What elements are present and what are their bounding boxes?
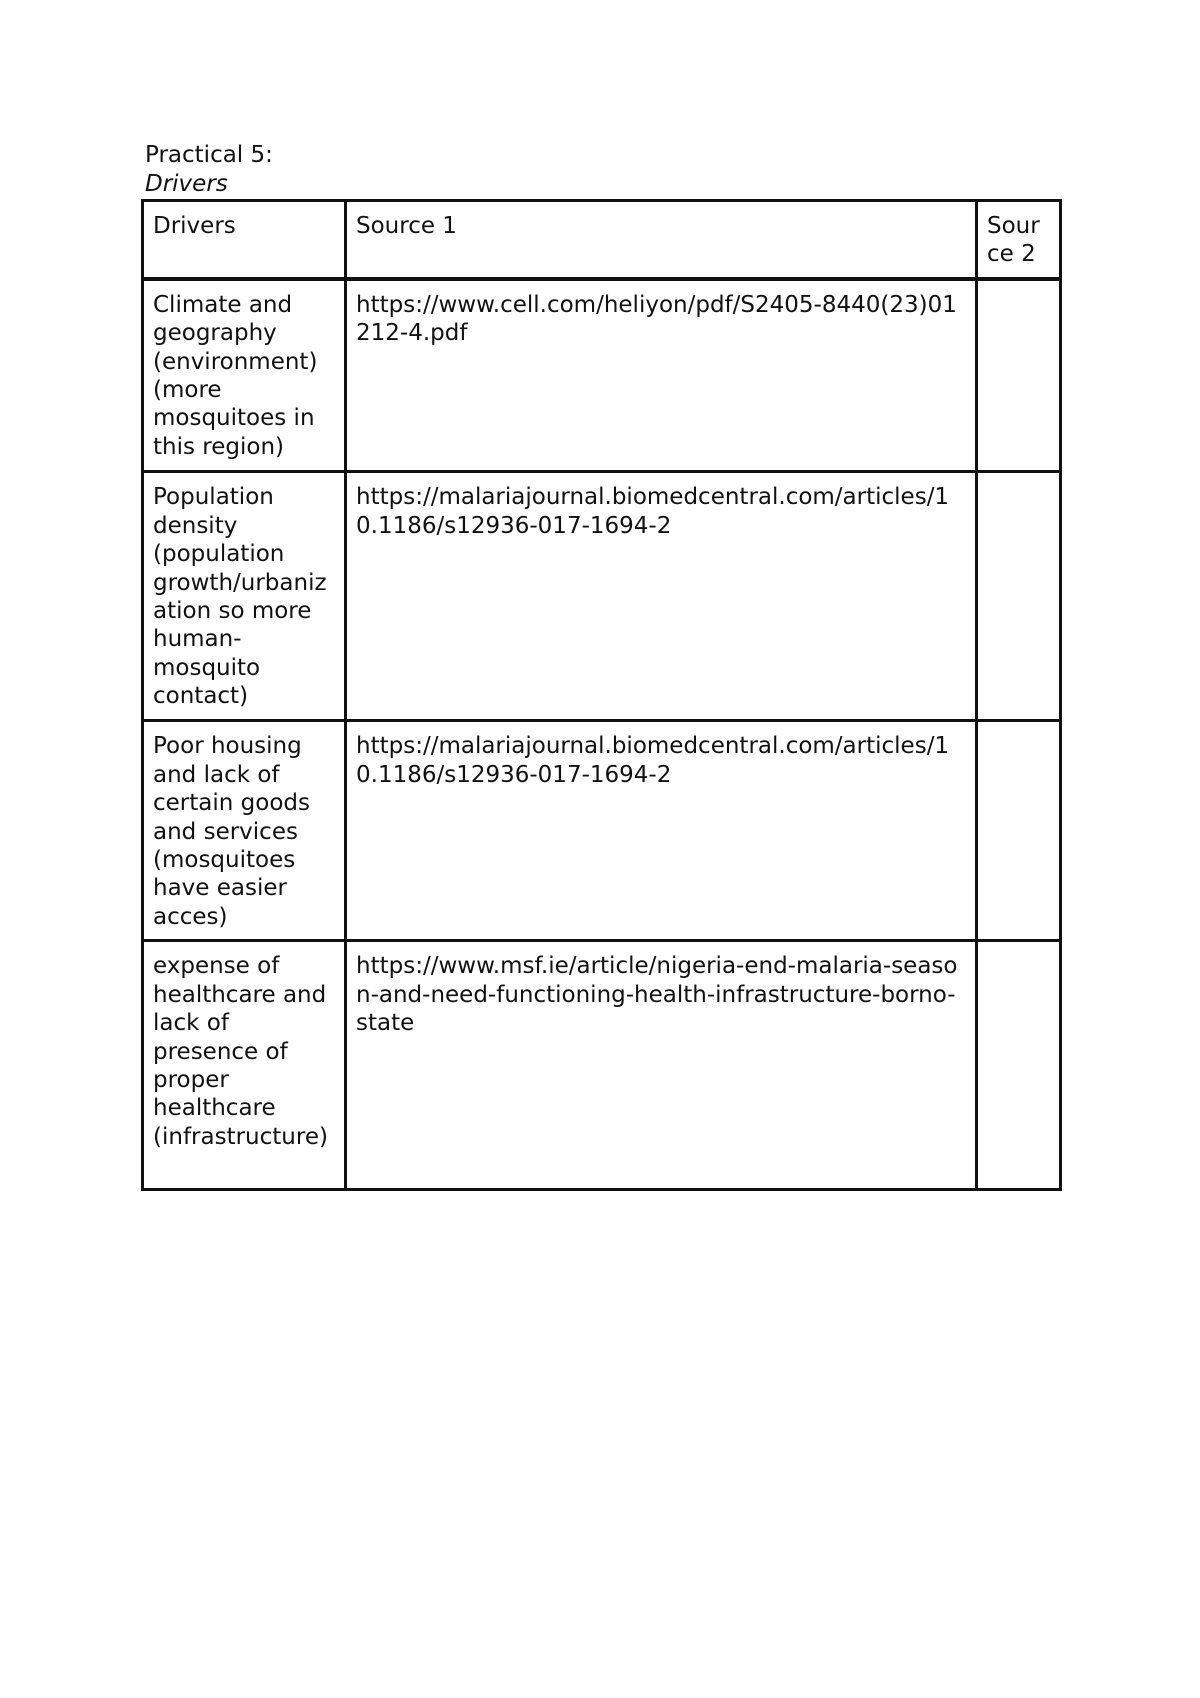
column-header-drivers: Drivers	[143, 201, 346, 279]
driver-cell: expense of healthcare and lack of presence of proper healthcare (infrastructure)	[143, 941, 346, 1190]
table-row	[143, 941, 1061, 1190]
source-1-link[interactable]: https://www.msf.ie/article/nigeria-end-malaria-season-and-need-functioning-health-infrastructure-borno-state	[346, 941, 977, 1190]
source-2-cell	[977, 472, 1061, 721]
table-header-row	[143, 201, 1061, 279]
column-header-source-2: Sour ce 2	[977, 201, 1061, 279]
source-2-cell	[977, 941, 1061, 1190]
page-title	[145, 141, 273, 199]
heading-text: Practical 5:	[145, 142, 273, 168]
source-1-link[interactable]: https://malariajournal.biomedcentral.com/articles/10.1186/s12936-017-1694-2	[346, 472, 977, 721]
table-row	[143, 472, 1061, 721]
driver-cell: Population density (population growth/urbanization so more human-mosquito contact)	[143, 472, 346, 721]
column-header-source-1: Source 1	[346, 201, 977, 279]
table-row	[143, 721, 1061, 941]
subheading-text: Drivers	[145, 171, 228, 197]
driver-cell: Climate and geography (environment) (more mosquitoes in this region)	[143, 279, 346, 472]
source-1-link[interactable]: https://www.cell.com/heliyon/pdf/S2405-8440(23)01212-4.pdf	[346, 279, 977, 472]
source-2-cell	[977, 279, 1061, 472]
drivers-table	[141, 199, 1062, 1191]
table-row	[143, 279, 1061, 472]
driver-cell: Poor housing and lack of certain goods and services (mosquitoes have easier acces)	[143, 721, 346, 941]
source-1-link[interactable]: https://malariajournal.biomedcentral.com/articles/10.1186/s12936-017-1694-2	[346, 721, 977, 941]
source-2-cell	[977, 721, 1061, 941]
